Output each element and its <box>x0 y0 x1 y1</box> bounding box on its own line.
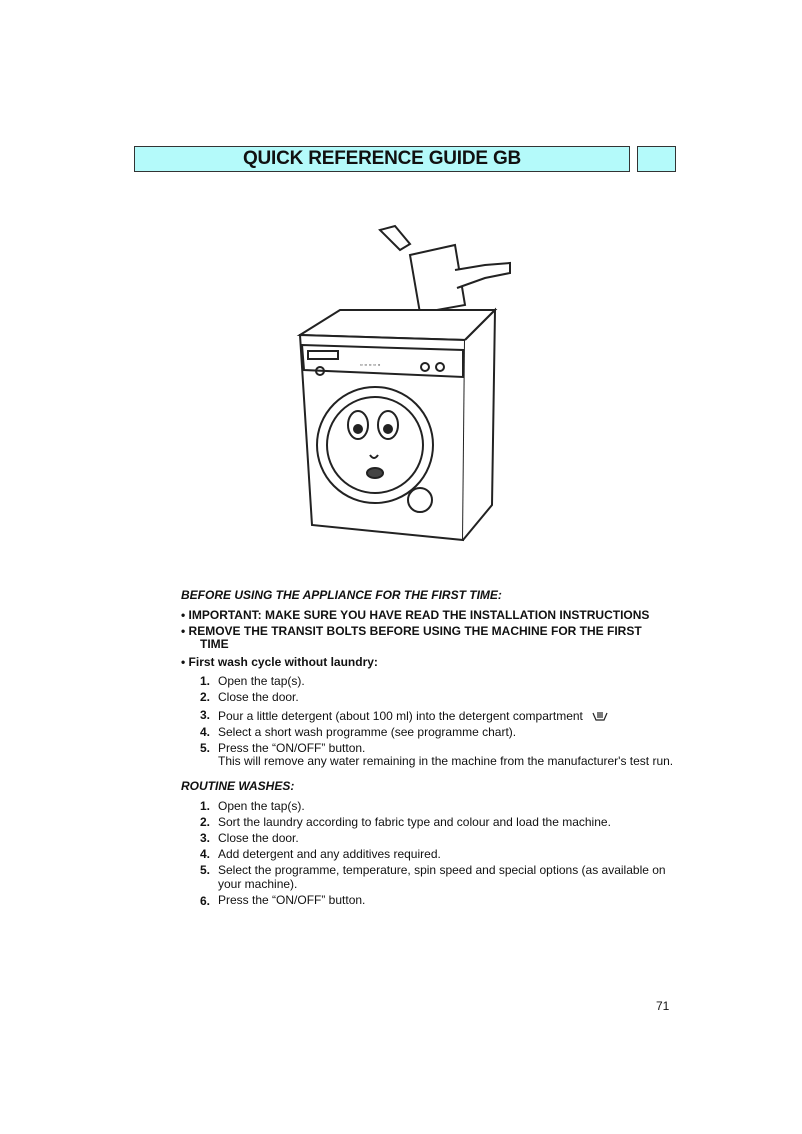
step-number: 5. <box>200 863 211 877</box>
step-text: Press the “ON/OFF” button. <box>218 893 366 907</box>
step-number: 2. <box>200 690 211 704</box>
step-text: Close the door. <box>218 831 299 845</box>
section-heading-first-time: BEFORE USING THE APPLIANCE FOR THE FIRST TIME: <box>181 588 502 602</box>
step-number: 3. <box>200 831 211 845</box>
step-text: Sort the laundry according to fabric type and colour and load the machine. <box>218 815 611 829</box>
step-text: Add detergent and any additives required. <box>218 847 441 861</box>
step-text: Select a short wash programme (see programme chart). <box>218 725 517 739</box>
step-text: Select the programme, temperature, spin speed and special options (as available on <box>218 863 666 877</box>
section-heading-routine: ROUTINE WASHES: <box>181 779 295 793</box>
bullet-important: • IMPORTANT: MAKE SURE YOU HAVE READ THE INSTALLATION INSTRUCTIONS <box>181 608 650 622</box>
step-text: Press the “ON/OFF” button. <box>218 741 366 755</box>
step-number: 4. <box>200 725 211 739</box>
step-text: Close the door. <box>218 690 299 704</box>
svg-text:▫ ▫ ▫ ▫ ▫: ▫ ▫ ▫ ▫ ▫ <box>360 362 381 369</box>
step-number: 4. <box>200 847 211 861</box>
step-number: 6. <box>200 894 211 908</box>
step-text: Open the tap(s). <box>218 799 305 813</box>
step-text: Pour a little detergent (about 100 ml) into the detergent compartment <box>218 709 583 723</box>
page-title: QUICK REFERENCE GUIDE GB <box>242 148 522 169</box>
bullet-transit-bolts-cont: TIME <box>200 637 229 651</box>
step-number: 1. <box>200 674 211 688</box>
step-note: This will remove any water remaining in the machine from the manufacturer's test run. <box>218 754 674 768</box>
washing-machine-illustration <box>280 215 530 545</box>
step-number: 5. <box>200 741 211 755</box>
step-number: 3. <box>200 708 211 722</box>
bullet-first-wash: • First wash cycle without laundry: <box>181 655 378 669</box>
step-number: 2. <box>200 815 211 829</box>
step-text: Open the tap(s). <box>218 674 305 688</box>
page-number: 71 <box>656 999 670 1013</box>
step-number: 1. <box>200 799 211 813</box>
bullet-transit-bolts: • REMOVE THE TRANSIT BOLTS BEFORE USING THE MACHINE FOR THE FIRST <box>181 624 642 638</box>
detergent-compartment-icon <box>592 710 608 722</box>
language-tab-box <box>637 146 676 172</box>
step-text-cont: your machine). <box>218 877 298 891</box>
title-bar <box>134 146 630 172</box>
